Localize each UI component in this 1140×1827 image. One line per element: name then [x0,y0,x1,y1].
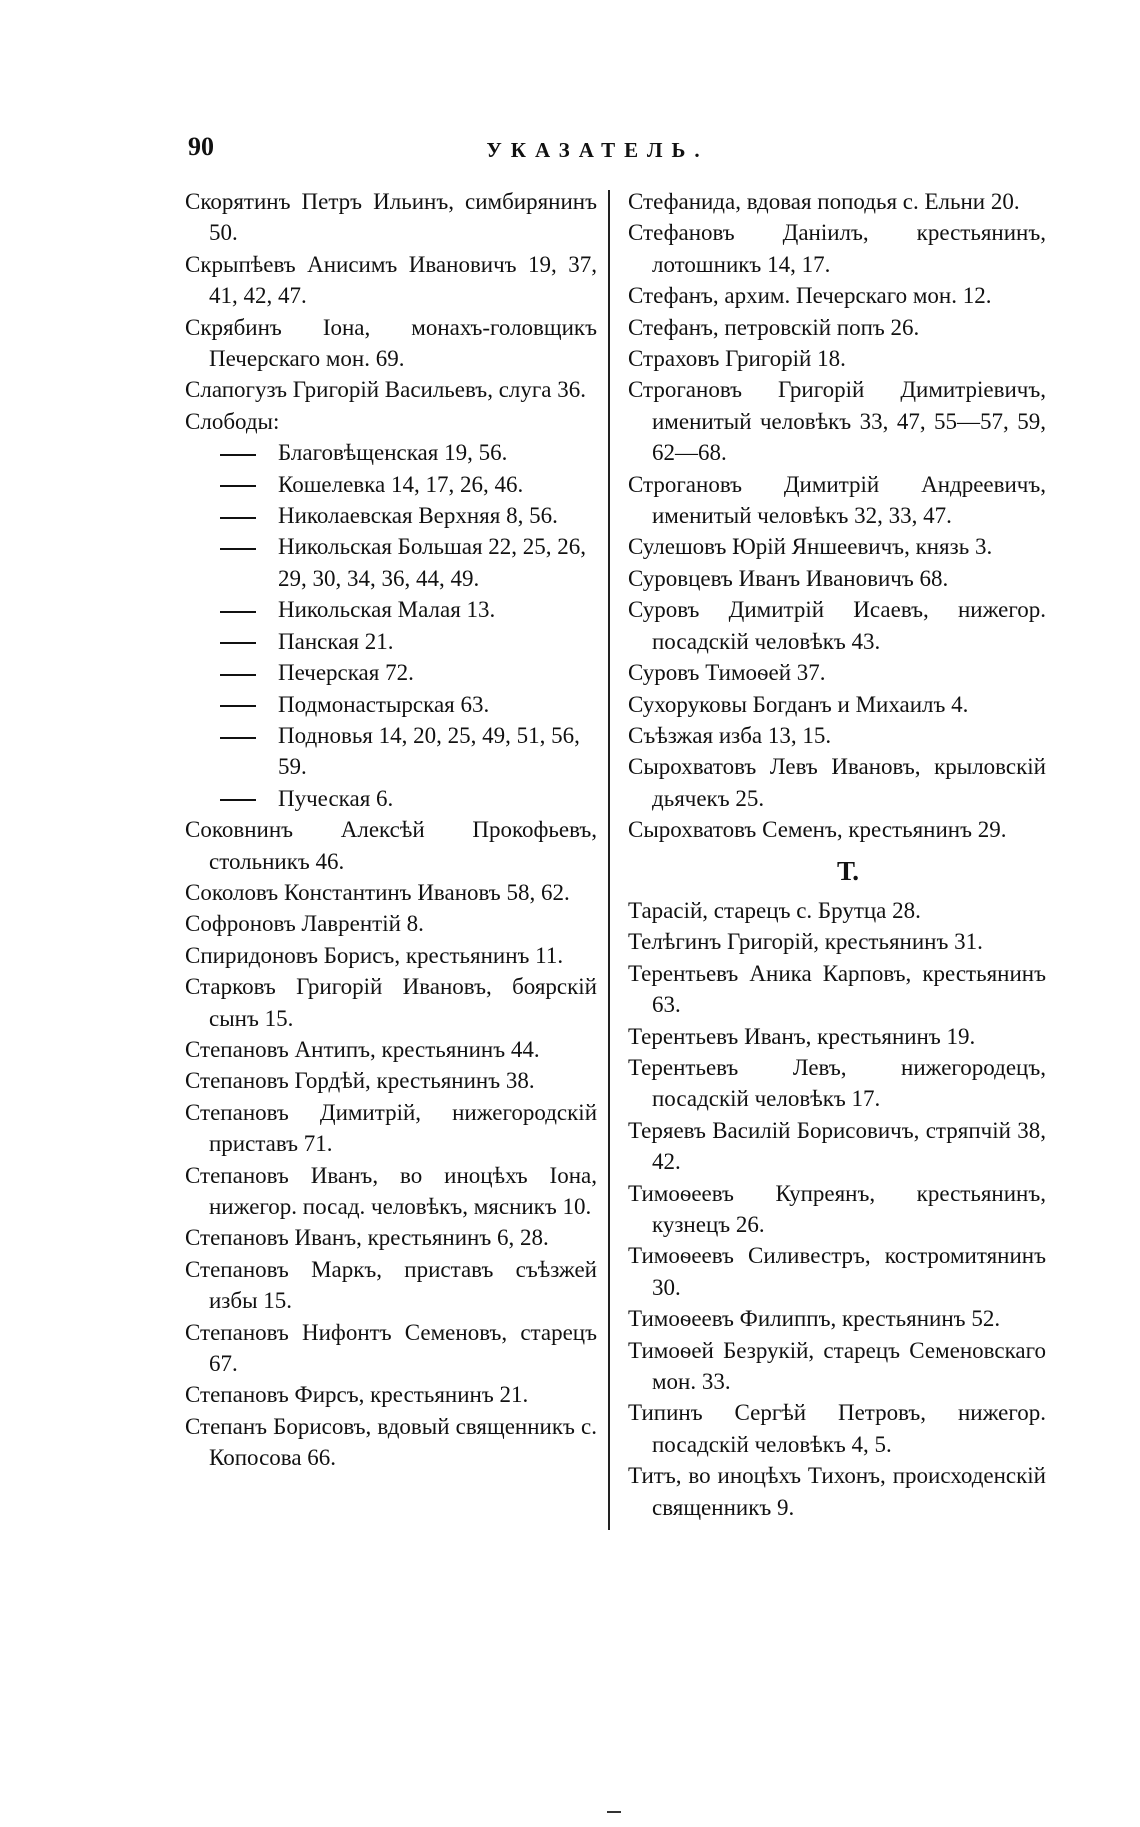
sub-entry [185,437,597,468]
index-entry: Телѣгинъ Григорій, крестьянинъ 31. [628,929,983,955]
index-entry: Стефанъ, архим. Печерскаго мон. 12. [628,283,992,309]
sub-entry-text: Подновья 14, 20, 25, 49, 51, 56, 59. [278,722,580,780]
index-entry: Степановъ Нифонтъ Семеновъ, старецъ 67. [185,1319,597,1377]
index-entry: Теряевъ Василій Борисовичъ, стряпчій 38, 42. [628,1117,1046,1175]
index-entry: Степановъ Гордѣй, крестьянинъ 38. [185,1068,535,1094]
index-entry: Стефанъ, петровскій попъ 26. [628,314,920,340]
index-entry: Тарасій, старецъ с. Брутца 28. [628,897,921,923]
sub-entry [185,594,597,625]
index-entry: Старковъ Григорій Ивановъ, боярскій сынъ 15. [185,974,597,1031]
sub-entry-text: Благовѣщенская 19, 56. [278,440,508,466]
sub-entry [185,783,597,814]
dash-mark [185,469,278,500]
index-entry: Соковнинъ Алексѣй Прокофьевъ, стольникъ 46. [185,817,597,874]
index-entry: Строгановъ Григорій Димитріевичъ, именитый человѣкъ 33, 47, 55—57, 59, 62—68. [628,377,1046,466]
index-entry: Терентьевъ Аника Карповъ, крестьянинъ 63. [628,960,1046,1018]
index-entry: Спиридоновъ Борисъ, крестьянинъ 11. [185,942,564,968]
index-entry: Тимоѳеевъ Силивестръ, костромитянинъ 30. [628,1243,1046,1300]
index-entry: Степановъ Димитрій, нижегородскій приставъ 71. [185,1099,597,1157]
index-entry: Терентьевъ Левъ, нижегородецъ, посадскій человѣкъ 17. [628,1054,1046,1112]
sub-entry-text: Никольская Большая 22, 25, 26, 29, 30, 34, 36, 44, 49. [278,534,587,591]
index-entry: Тимоѳеевъ Филиппъ, крестьянинъ 52. [628,1306,1001,1332]
index-entry: Степанъ Борисовъ, вдовый священникъ с. Копосова 66. [185,1413,597,1471]
running-title: УКАЗАТЕЛЬ. [486,138,709,162]
index-entry: Слапогузъ Григорій Васильевъ, слуга 36. [185,377,587,403]
dash-mark [185,720,278,783]
dash-mark [185,657,278,688]
index-entry: Степановъ Фирсъ, крестьянинъ 21. [185,1382,529,1408]
index-entry: Сухоруковы Богданъ и Михаилъ 4. [628,691,969,717]
index-entry: Степановъ Иванъ, крестьянинъ 6, 28. [185,1225,549,1251]
sub-entry-text: Николаевская Верхняя 8, 56. [278,503,558,529]
index-entry: Съѣзжая изба 13, 15. [628,722,832,748]
sub-entry [185,626,597,657]
sub-entry [185,689,597,720]
dash-mark [185,531,278,594]
dash-mark [185,783,278,814]
sub-entry-text: Подмонастырская 63. [278,691,490,717]
sub-entry [185,720,597,783]
dash-mark [185,689,278,720]
right-column [628,186,1046,1523]
index-entry: Сулешовъ Юрій Яншеевичъ, князь 3. [628,534,993,560]
sub-entry [185,531,597,594]
index-entry: Сырохватовъ Левъ Ивановъ, крыловскій дьячекъ 25. [628,754,1046,811]
index-entry: Страховъ Григорій 18. [628,346,846,372]
index-entry: Типинъ Сергѣй Петровъ, нижегор. посадскій человѣкъ 4, 5. [628,1400,1046,1457]
index-entry: Скорятинъ Петръ Ильинъ, симбирянинъ 50. [185,189,597,246]
footer-mark [607,1811,621,1813]
page-number: 90 [188,132,214,161]
group-title: Слободы: [185,408,280,434]
index-entry: Сырохватовъ Семенъ, крестьянинъ 29. [628,817,1007,843]
index-entry: Соколовъ Константинъ Ивановъ 58, 62. [185,879,570,905]
dash-mark [185,437,278,468]
sub-entry [185,657,597,688]
sub-entry-text: Печерская 72. [278,660,414,686]
index-entry: Строгановъ Димитрій Андреевичъ, именитый человѣкъ 32, 33, 47. [628,471,1046,529]
index-entry: Титъ, во иноцѣхъ Тихонъ, происходенскій священникъ 9. [628,1463,1046,1520]
sub-entry-text: Кошелевка 14, 17, 26, 46. [278,471,524,497]
index-entry: Скрыпѣевъ Анисимъ Ивановичъ 19, 37, 41, 42, 47. [185,251,597,309]
index-entry: Софроновъ Лаврентій 8. [185,911,424,937]
sub-entry-text: Пуческая 6. [278,785,394,811]
sub-entry-text: Панская 21. [278,628,394,654]
sub-entry [185,469,597,500]
column-divider [608,190,610,1530]
left-column [185,186,597,1474]
index-entry: Терентьевъ Иванъ, крестьянинъ 19. [628,1023,976,1049]
index-entry: Тимоѳеевъ Купреянъ, крестьянинъ, кузнецъ 26. [628,1180,1046,1237]
letter-heading: Т. [836,855,860,886]
index-entry: Суровцевъ Иванъ Ивановичъ 68. [628,565,949,591]
index-entry: Суровъ Димитрій Исаевъ, нижегор. посадскій человѣкъ 43. [628,597,1046,654]
dash-mark [185,594,278,625]
index-entry: Степановъ Иванъ, во иноцѣхъ Іона, нижегор. посад. человѣкъ, мясникъ 10. [185,1162,597,1219]
index-entry: Скрябинъ Іона, монахъ-головщикъ Печерскаго мон. 69. [185,314,597,372]
index-entry: Стефанида, вдовая поподья с. Ельни 20. [628,189,1020,214]
index-entry: Тимоѳей Безрукій, старецъ Семеновскаго мон. 33. [628,1337,1046,1395]
index-entry: Стефановъ Даніилъ, крестьянинъ, лотошникъ 14, 17. [628,220,1046,277]
sub-entry [185,500,597,531]
dash-mark [185,626,278,657]
index-entry: Степановъ Маркъ, приставъ съѣзжей избы 15. [185,1256,597,1314]
index-entry: Суровъ Тимоѳей 37. [628,660,826,686]
dash-mark [185,500,278,531]
index-entry: Степановъ Антипъ, крестьянинъ 44. [185,1036,540,1062]
sub-entry-text: Никольская Малая 13. [278,597,496,623]
